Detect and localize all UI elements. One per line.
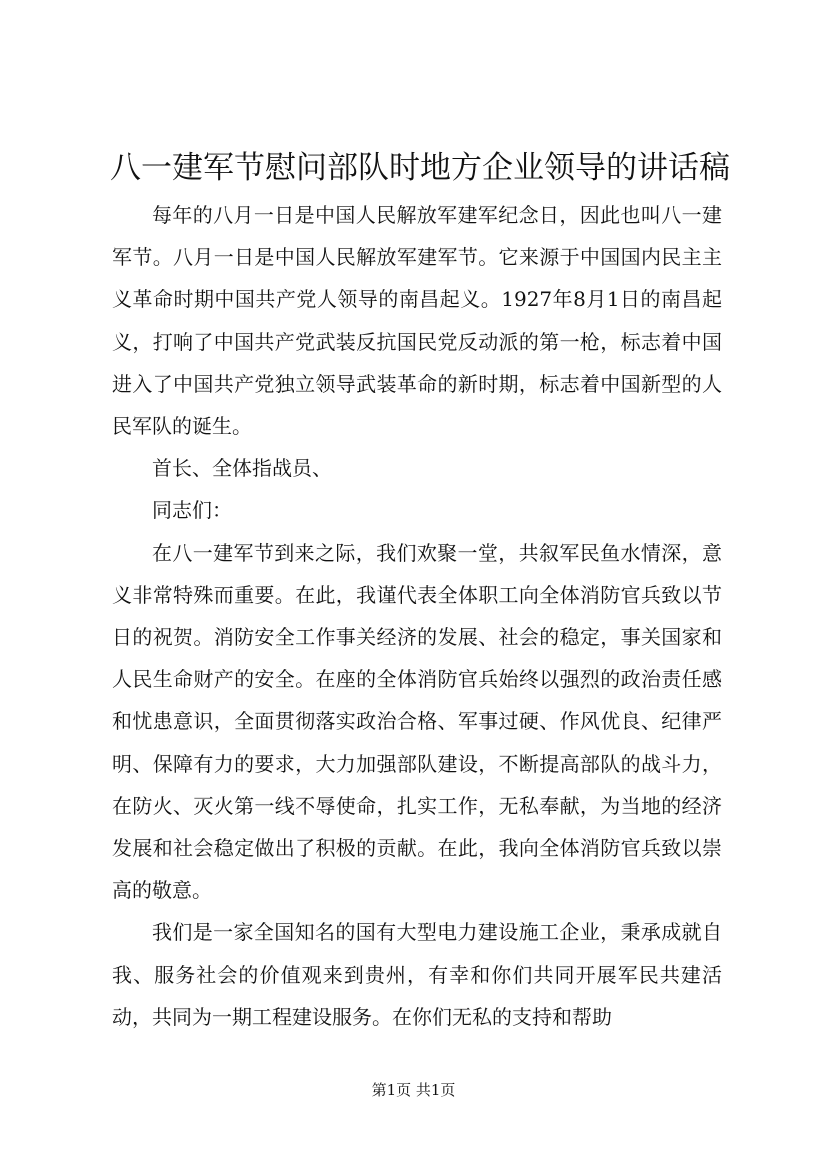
paragraph-intro: 每年的八月一日是中国人民解放军建军纪念日，因此也叫八一建军节。八月一日是中国人民解放军建军节。它来源于中国国内民主主义革命时期中国共产党人领导的南昌起义。1927年8月1日的南昌起义，打响了中国共产党武装反抗国民党反动派的第一枪，标志着中国进入了中国共产党独立领导武装革命的新时期，标志着中国新型的人民军队的诞生。 <box>112 203 722 439</box>
document-title: 八一建军节慰问部队时地方企业领导的讲话稿 <box>110 150 730 186</box>
paragraph-celebration: 在八一建军节到来之际，我们欢聚一堂，共叙军民鱼水情深，意义非常特殊而重要。在此，我谨代表全体职工向全体消防官兵致以节日的祝贺。消防安全工作事关经济的发展、社会的稳定，事关国家和人民生命财产的安全。在座的全体消防官兵始终以强烈的政治责任感和忧患意识，全面贯彻落实政治合格、军事过硬、作风优良、纪律严明、保障有力的要求，大力加强部队建设，不断提高部队的战斗力，在防火、灭火第一线不辱使命，扎实工作，无私奉献，为当地的经济发展和社会稳定做出了积极的贡献。在此，我向全体消防官兵致以崇高的敬意。 <box>112 540 722 903</box>
paragraph-salutation: 首长、全体指战员、 <box>152 456 332 481</box>
document-body <box>112 194 722 1038</box>
page-footer: 第1页 共1页 <box>371 1081 456 1099</box>
paragraph-company: 我们是一家全国知名的国有大型电力建设施工企业，秉承成就自我、服务社会的价值观来到贵州，有幸和你们共同开展军民共建活动，共同为一期工程建设服务。在你们无私的支持和帮助 <box>112 920 722 1029</box>
paragraph-greeting: 同志们： <box>152 498 232 523</box>
